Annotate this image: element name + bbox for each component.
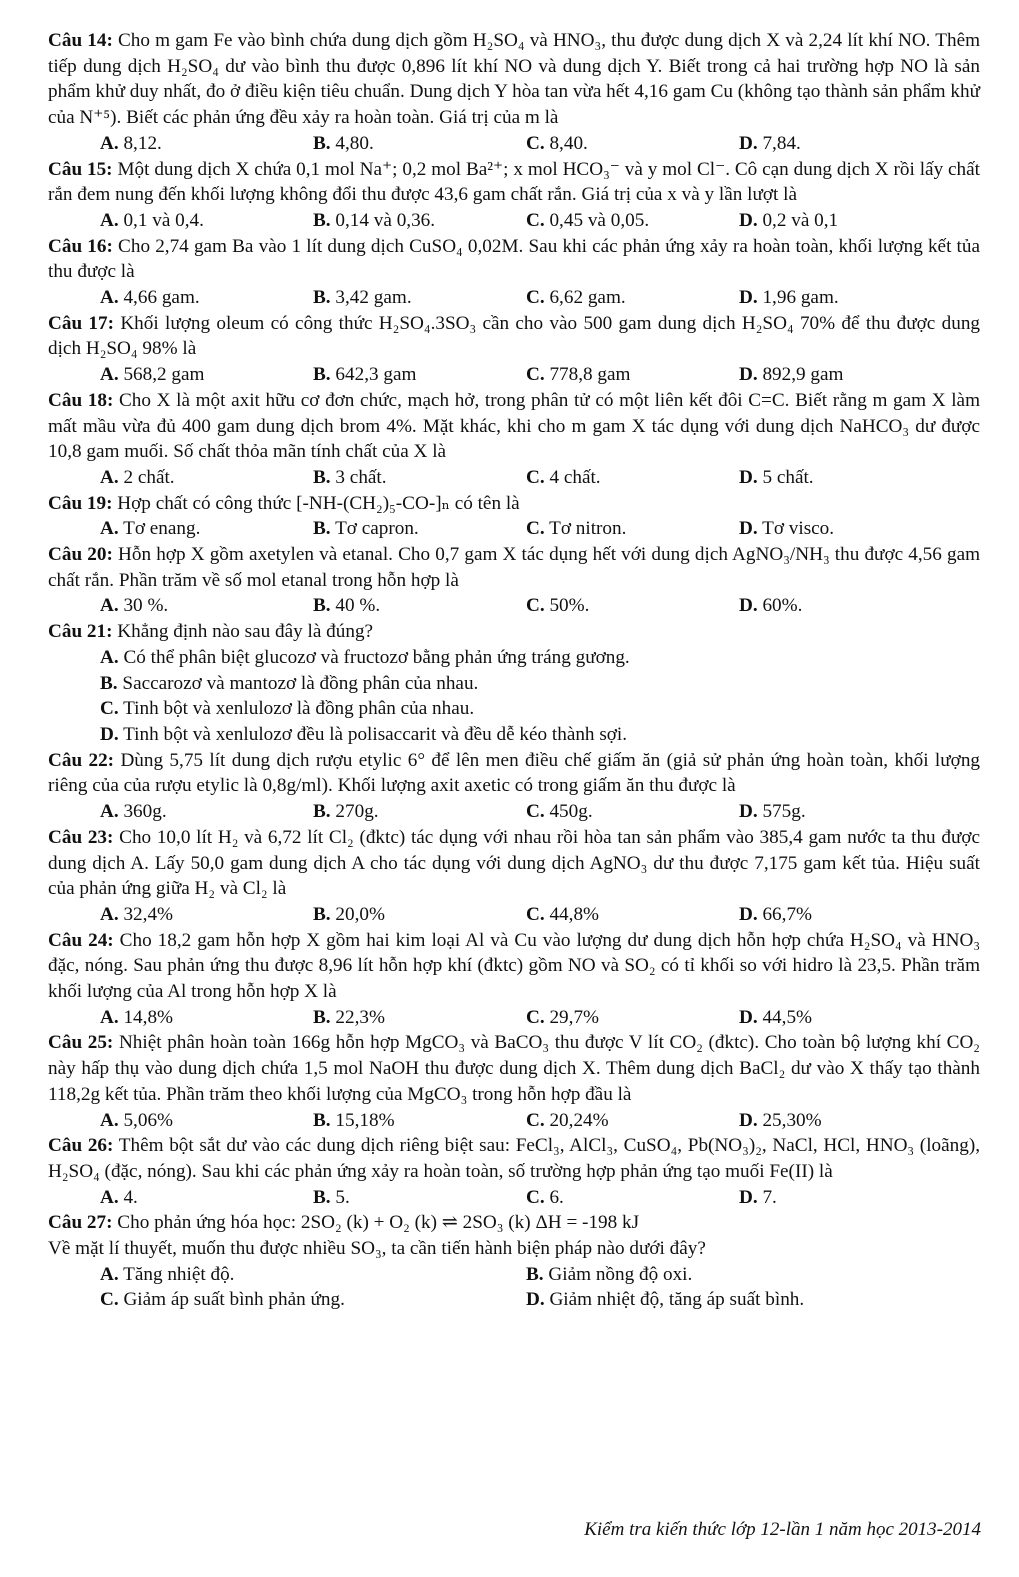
question: [48, 619, 980, 748]
option-letter: B.: [313, 903, 331, 925]
answer-option: [313, 902, 526, 928]
option-letter: C.: [526, 801, 545, 823]
option-text: 50%.: [549, 595, 590, 617]
option-letter: D.: [739, 364, 758, 386]
answer-option: [100, 1185, 313, 1211]
option-letter: B.: [313, 518, 331, 540]
option-letter: D.: [739, 595, 758, 617]
question: [48, 1210, 980, 1313]
option-letter: D.: [739, 903, 758, 925]
answer-option: [100, 208, 313, 234]
answer-option: [739, 516, 952, 542]
option-text: 44,8%: [549, 903, 600, 925]
option-letter: B.: [313, 801, 331, 823]
answer-option: [739, 799, 952, 825]
answer-option: [526, 1108, 739, 1134]
option-letter: B.: [313, 132, 331, 154]
option-letter: A.: [100, 1006, 119, 1028]
option-letter: C.: [526, 1109, 545, 1131]
option-text: 4 chất.: [549, 466, 601, 488]
option-text: 25,30%: [762, 1109, 822, 1131]
answer-option: [739, 131, 952, 157]
option-text: 15,18%: [335, 1109, 395, 1131]
option-letter: B.: [100, 672, 118, 694]
option-text: Tơ capron.: [335, 518, 419, 540]
question-text: Nhiệt phân hoàn toàn 166g hỗn hợp MgCO₃ và BaCO₃ thu được V lít CO₂ (đktc). Cho toàn bộ lượng khí CO₂ này hấp thụ vào dung dịch chứa 1,5 mol NaOH thu được dung dịch X. Thêm dung dịch BaCl₂ dư vào X thấy tạo thành 118,2g kết tủa. Phần trăm theo khối lượng của MgCO₃ trong hỗn hợp đầu là: [48, 1032, 980, 1105]
question-number: Câu 24:: [48, 929, 114, 951]
answer-option: [313, 208, 526, 234]
answer-option: [313, 1005, 526, 1031]
answer-option: [526, 902, 739, 928]
question-number: Câu 14:: [48, 30, 113, 51]
option-letter: C.: [526, 518, 545, 540]
question-stem: [48, 748, 980, 799]
option-letter: A.: [100, 801, 119, 823]
option-letter: C.: [100, 1289, 119, 1311]
answer-option: [526, 799, 739, 825]
option-text: 892,9 gam: [762, 364, 844, 386]
answer-options: [48, 645, 980, 748]
option-text: 40 %.: [335, 595, 381, 617]
question-stem: [48, 825, 980, 902]
question-text: Cho phản ứng hóa học: 2SO₂ (k) + O₂ (k) ⇌ 2SO₃ (k) ΔH = -198 kJ Về mặt lí thuyết, muốn thu được nhiều SO₃, ta cần tiến hành biện pháp nào dưới đây?: [48, 1212, 706, 1260]
option-letter: D.: [739, 466, 758, 488]
answer-option: [313, 799, 526, 825]
answer-option: [739, 1185, 952, 1211]
option-text: 14,8%: [123, 1006, 174, 1028]
option-text: 778,8 gam: [549, 364, 631, 386]
question-number: Câu 25:: [48, 1032, 114, 1054]
question: [48, 542, 980, 619]
option-text: 6,62 gam.: [549, 287, 626, 309]
answer-option: [100, 1262, 526, 1288]
option-text: Tơ enang.: [123, 518, 201, 540]
option-text: 575g.: [762, 801, 806, 823]
option-letter: C.: [526, 595, 545, 617]
option-letter: B.: [313, 287, 331, 309]
option-letter: A.: [100, 518, 119, 540]
answer-options: [48, 902, 980, 928]
question-number: Câu 17:: [48, 312, 115, 334]
option-text: Giảm nồng độ oxi.: [548, 1263, 693, 1285]
answer-option: [526, 1287, 952, 1313]
answer-option: [100, 902, 313, 928]
question-stem: [48, 234, 980, 285]
answer-option: [526, 1262, 952, 1288]
option-text: 0,14 và 0,36.: [335, 209, 436, 231]
option-text: Tơ visco.: [762, 518, 835, 540]
option-letter: B.: [313, 595, 331, 617]
question-stem: [48, 928, 980, 1005]
option-letter: C.: [526, 209, 545, 231]
answer-option: [100, 593, 313, 619]
answer-option: [739, 362, 952, 388]
answer-option: [526, 1185, 739, 1211]
option-text: 7.: [762, 1186, 777, 1208]
option-text: 22,3%: [335, 1006, 385, 1028]
option-text: 5,06%: [123, 1109, 174, 1131]
option-letter: D.: [100, 723, 119, 745]
answer-option: [313, 465, 526, 491]
option-letter: D.: [739, 209, 758, 231]
option-text: 0,45 và 0,05.: [549, 209, 650, 231]
option-text: 60%.: [762, 595, 803, 617]
option-letter: A.: [100, 132, 119, 154]
option-text: Tinh bột và xenlulozơ đều là polisaccarit và đều dễ kéo thành sợi.: [123, 723, 628, 745]
answer-option: [100, 516, 313, 542]
option-text: 32,4%: [123, 903, 174, 925]
answer-option: [739, 1108, 952, 1134]
option-text: Giảm nhiệt độ, tăng áp suất bình.: [549, 1289, 805, 1311]
question-number: Câu 26:: [48, 1135, 114, 1157]
option-letter: D.: [739, 287, 758, 309]
option-text: 30 %.: [123, 595, 169, 617]
question-stem: [48, 542, 980, 593]
answer-option: [526, 593, 739, 619]
option-letter: D.: [739, 132, 758, 154]
answer-option: [313, 593, 526, 619]
option-letter: B.: [313, 364, 331, 386]
option-letter: A.: [100, 1186, 119, 1208]
answer-option: [313, 1185, 526, 1211]
question: [48, 28, 980, 157]
question: [48, 1133, 980, 1210]
question: [48, 388, 980, 491]
question-text: Cho 2,74 gam Ba vào 1 lít dung dịch CuSO₄ 0,02M. Sau khi các phản ứng xảy ra hoàn toàn, khối lượng kết tủa thu được là: [48, 235, 981, 283]
question-text: Dùng 5,75 lít dung dịch rượu etylic 6° để lên men điều chế giấm ăn (giả sử phản ứng hoàn toàn, khối lượng riêng của của rượu etylic là 0,8g/ml). Khối lượng axit axetic có trong giấm ăn thu được là: [48, 749, 981, 797]
question-text: Hỗn hợp X gồm axetylen và etanal. Cho 0,7 gam X tác dụng hết với dung dịch AgNO₃/NH₃ thu được 4,56 gam chất rắn. Phần trăm về số mol etanal trong hỗn hợp là: [48, 544, 981, 591]
answer-option: [526, 465, 739, 491]
option-text: 0,2 và 0,1: [762, 209, 839, 231]
option-letter: D.: [739, 1186, 758, 1208]
option-text: 6.: [549, 1186, 564, 1208]
option-text: 5.: [335, 1186, 350, 1208]
option-text: Tơ nitron.: [549, 518, 627, 540]
answer-option: [100, 1005, 313, 1031]
answer-options: [48, 131, 980, 157]
answer-option: [100, 362, 313, 388]
option-letter: A.: [100, 209, 119, 231]
question-text: Cho X là một axit hữu cơ đơn chức, mạch hở, trong phân tử có một liên kết đôi C=C. Biết rằng m gam X làm mất mầu vừa đủ 400 gam dung dịch brom 4%. Mặt khác, khi cho m gam X tác dụng với dung dịch NaHCO₃ dư được 10,8 gam muối. Số chất thỏa mãn tính chất của X là: [48, 389, 980, 463]
option-text: 20,0%: [335, 903, 385, 925]
question-stem: [48, 1030, 980, 1107]
answer-option: [100, 722, 980, 748]
answer-option: [739, 902, 952, 928]
question-stem: [48, 157, 980, 208]
question-stem: [48, 1133, 980, 1184]
question: [48, 1030, 980, 1133]
option-letter: C.: [526, 364, 545, 386]
option-letter: A.: [100, 646, 119, 668]
question-text: Thêm bột sắt dư vào các dung dịch riêng biệt sau: FeCl₃, AlCl₃, CuSO₄, Pb(NO₃)₂, NaCl, HCl, HNO₃ (loãng), H₂SO₄ (đặc, nóng). Sau khi các phản ứng xảy ra hoàn toàn, số trường hợp phản ứng tạo muối Fe(II) là: [48, 1135, 981, 1182]
option-text: Tinh bột và xenlulozơ là đồng phân của nhau.: [123, 698, 475, 720]
question-text: Cho 18,2 gam hỗn hợp X gồm hai kim loại Al và Cu vào lượng dư dung dịch hỗn hợp chứa H₂SO₄ và HNO₃ đặc, nóng. Sau phản ứng thu được 8,96 lít hỗn hợp khí (đktc) gồm NO và SO₂ có tỉ khối so với hidro là 23,5. Phần trăm khối lượng của Al trong hỗn hợp X là: [48, 929, 981, 1003]
answer-option: [313, 362, 526, 388]
question: [48, 928, 980, 1031]
option-text: 29,7%: [549, 1006, 600, 1028]
option-letter: C.: [526, 1186, 545, 1208]
option-text: 642,3 gam: [335, 364, 417, 386]
question-stem: [48, 311, 980, 362]
question-number: Câu 15:: [48, 158, 113, 180]
option-letter: C.: [526, 903, 545, 925]
answer-option: [100, 1287, 526, 1313]
answer-option: [100, 131, 313, 157]
answer-option: [526, 131, 739, 157]
question-text: Khẳng định nào sau đây là đúng?: [117, 621, 374, 643]
question-text: Hợp chất có công thức [-NH-(CH₂)₅-CO-]ₙ có tên là: [117, 492, 520, 514]
option-letter: C.: [100, 698, 119, 720]
option-letter: B.: [526, 1263, 544, 1285]
question-text: Cho 10,0 lít H₂ và 6,72 lít Cl₂ (đktc) tác dụng với nhau rồi hòa tan sản phẩm vào 385,4 gam nước ta thu được dung dịch A. Lấy 50,0 gam dung dịch A cho tác dụng với dung dịch AgNO₃ dư thu được 7,175 gam kết tủa. Hiệu suất của phản ứng giữa H₂ và Cl₂ là: [48, 826, 981, 900]
exam-page: [48, 28, 980, 1313]
answer-options: [48, 1108, 980, 1134]
question-text: Một dung dịch X chứa 0,1 mol Na⁺; 0,2 mol Ba²⁺; x mol HCO₃⁻ và y mol Cl⁻. Cô cạn dung dịch X rồi lấy chất rắn đem nung đến khối lượng không đổi thu được 43,6 gam chất rắn. Giá trị của x và y lần lượt là: [48, 158, 980, 206]
option-text: 44,5%: [762, 1006, 813, 1028]
option-text: Saccarozơ và mantozơ là đồng phân của nhau.: [122, 672, 479, 694]
option-text: 8,40.: [549, 132, 588, 154]
question-number: Câu 23:: [48, 826, 114, 848]
question: [48, 157, 980, 234]
question-stem: [48, 28, 980, 131]
option-text: 0,1 và 0,4.: [123, 209, 204, 231]
answer-option: [739, 593, 952, 619]
answer-option: [100, 671, 980, 697]
option-text: 360g.: [123, 801, 167, 823]
option-letter: A.: [100, 595, 119, 617]
answer-option: [100, 645, 980, 671]
answer-option: [739, 208, 952, 234]
answer-options: [48, 465, 980, 491]
option-text: 66,7%: [762, 903, 813, 925]
answer-option: [739, 1005, 952, 1031]
option-letter: C.: [526, 1006, 545, 1028]
question-number: Câu 18:: [48, 389, 114, 411]
option-text: 7,84.: [762, 132, 801, 154]
option-letter: A.: [100, 1263, 119, 1285]
answer-option: [526, 1005, 739, 1031]
question-number: Câu 27:: [48, 1212, 113, 1234]
answer-option: [526, 208, 739, 234]
answer-option: [526, 362, 739, 388]
option-letter: B.: [313, 1109, 331, 1131]
option-text: 5 chất.: [762, 466, 814, 488]
option-letter: A.: [100, 903, 119, 925]
answer-option: [100, 1108, 313, 1134]
option-text: 4.: [123, 1186, 138, 1208]
answer-option: [739, 285, 952, 311]
option-text: 1,96 gam.: [762, 287, 839, 309]
answer-option: [313, 131, 526, 157]
option-text: 20,24%: [549, 1109, 609, 1131]
option-letter: D.: [739, 1006, 758, 1028]
question: [48, 748, 980, 825]
option-letter: B.: [313, 466, 331, 488]
option-text: 270g.: [335, 801, 379, 823]
option-letter: A.: [100, 1109, 119, 1131]
answer-options: [48, 1005, 980, 1031]
answer-options: [48, 799, 980, 825]
question-text: Cho m gam Fe vào bình chứa dung dịch gồm H₂SO₄ và HNO₃, thu được dung dịch X và 2,24 lít khí NO. Thêm tiếp dung dịch H₂SO₄ dư vào bình thu được 0,896 lít khí NO và dung dịch Y. Biết trong cả hai trường hợp NO là sản phẩm khử duy nhất, đo ở điều kiện tiêu chuẩn. Dung dịch Y hòa tan vừa hết 4,16 gam Cu (không tạo thành sản phẩm khử của N⁺⁵). Biết các phản ứng đều xảy ra hoàn toàn. Giá trị của m là: [48, 30, 981, 129]
question: [48, 311, 980, 388]
option-text: 4,80.: [335, 132, 374, 154]
answer-options: [48, 1185, 980, 1211]
answer-options: [48, 285, 980, 311]
option-text: 8,12.: [123, 132, 162, 154]
option-text: 3,42 gam.: [335, 287, 412, 309]
option-text: Có thể phân biệt glucozơ và fructozơ bằng phản ứng tráng gương.: [123, 646, 630, 668]
option-letter: C.: [526, 132, 545, 154]
question-stem: [48, 1210, 980, 1261]
question-number: Câu 20:: [48, 544, 113, 566]
answer-option: [100, 465, 313, 491]
answer-option: [526, 285, 739, 311]
option-text: Giảm áp suất bình phản ứng.: [123, 1289, 345, 1311]
question-number: Câu 16:: [48, 235, 113, 257]
question: [48, 234, 980, 311]
question-number: Câu 21:: [48, 621, 113, 643]
option-text: 2 chất.: [123, 466, 175, 488]
option-text: 3 chất.: [335, 466, 387, 488]
answer-option: [739, 465, 952, 491]
answer-options: [48, 593, 980, 619]
option-letter: A.: [100, 466, 119, 488]
option-letter: D.: [739, 801, 758, 823]
question-number: Câu 19:: [48, 492, 113, 514]
answer-option: [100, 799, 313, 825]
answer-option: [313, 516, 526, 542]
question: [48, 491, 980, 542]
answer-option: [313, 285, 526, 311]
answer-options: [48, 516, 980, 542]
option-letter: A.: [100, 287, 119, 309]
option-letter: A.: [100, 364, 119, 386]
option-letter: D.: [526, 1289, 545, 1311]
page-footer: Kiểm tra kiến thức lớp 12-lần 1 năm học 2013-2014: [584, 1519, 981, 1540]
option-text: 450g.: [549, 801, 593, 823]
question-stem: [48, 491, 980, 517]
answer-options: [48, 362, 980, 388]
option-letter: C.: [526, 287, 545, 309]
option-letter: C.: [526, 466, 545, 488]
option-letter: D.: [739, 1109, 758, 1131]
option-text: 568,2 gam: [123, 364, 205, 386]
question-text: Khối lượng oleum có công thức H₂SO₄.3SO₃ cần cho vào 500 gam dung dịch H₂SO₄ 70% để thu được dung dịch H₂SO₄ 98% là: [48, 312, 981, 360]
answer-options: [48, 1262, 980, 1313]
option-text: 4,66 gam.: [123, 287, 200, 309]
answer-options: [48, 208, 980, 234]
question-stem: [48, 388, 980, 465]
question-number: Câu 22:: [48, 749, 115, 771]
answer-option: [100, 285, 313, 311]
option-letter: B.: [313, 209, 331, 231]
question: [48, 825, 980, 928]
answer-option: [313, 1108, 526, 1134]
option-letter: B.: [313, 1006, 331, 1028]
option-letter: B.: [313, 1186, 331, 1208]
answer-option: [526, 516, 739, 542]
option-text: Tăng nhiệt độ.: [123, 1263, 235, 1285]
question-stem: [48, 619, 980, 645]
answer-option: [100, 696, 980, 722]
option-letter: D.: [739, 518, 758, 540]
